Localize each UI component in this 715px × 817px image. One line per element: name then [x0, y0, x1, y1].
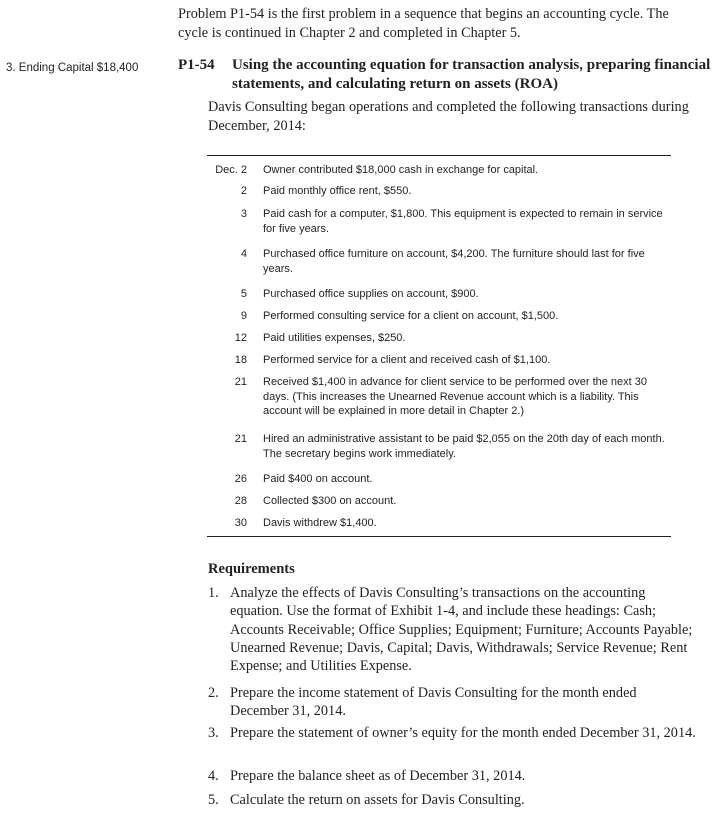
transaction-description: Paid cash for a computer, $1,800. This equipment is expected to remain in service for five years. [263, 208, 663, 235]
transaction-description: Collected $300 on account. [263, 495, 397, 507]
transaction-description: Received $1,400 in advance for client service to be performed over the next 30 days. (This increases the Unearned Revenue account which is a liability. This account will be explained in more detail in Chapter 2.) [263, 376, 648, 418]
transaction-date: 4 [240, 248, 247, 260]
transaction-description: Performed consulting service for a client on account, $1,500. [263, 310, 559, 322]
transaction-date: 30 [234, 517, 247, 529]
table-top-rule [207, 155, 671, 156]
transaction-date: 12 [234, 332, 247, 344]
transaction-date: 26 [234, 473, 247, 485]
transaction-description: Paid $400 on account. [263, 473, 373, 485]
transaction-description: Performed service for a client and received cash of $1,100. [263, 354, 551, 366]
requirement-text: Prepare the income statement of Davis Consulting for the month ended December 31, 2014. [230, 685, 637, 720]
transaction-description: Purchased office furniture on account, $4,200. The furniture should last for five years. [263, 248, 645, 275]
intro-text: Problem P1-54 is the first problem in a sequence that begins an accounting cycle. The cycle is continued in Chapter 2 and completed in Chapter 5. [178, 6, 669, 41]
transaction-date: 5 [240, 288, 247, 300]
requirement-number: 4. [208, 768, 219, 784]
table-bottom-rule [207, 536, 671, 537]
problem-number: P1-54 [178, 57, 215, 73]
requirement-text: Prepare the statement of owner’s equity for the month ended December 31, 2014. [230, 725, 696, 741]
transaction-description: Hired an administrative assistant to be paid $2,055 on the 20th day of each month. The secretary begins work immediately. [263, 433, 665, 460]
requirement-number: 5. [208, 792, 219, 808]
requirement-text: Analyze the effects of Davis Consulting’s transactions on the accounting equation. Use the format of Exhibit 1-4, and include these headings: Cash; Accounts Receivable; Office Supplies; Equipment; Furniture; Accounts Payable; Unearned Revenue; Davis, Capital; Davis, Withdrawals; Service Revenue; Rent Expense; and Utilities Expense. [230, 585, 693, 675]
requirement-number: 1. [208, 585, 219, 601]
requirement-text: Prepare the balance sheet as of December 31, 2014. [230, 768, 526, 784]
requirements-heading: Requirements [208, 561, 295, 577]
problem-lead-text: Davis Consulting began operations and completed the following transactions during December, 2014: [208, 99, 689, 134]
transaction-date: Dec. 2 [215, 164, 247, 176]
transaction-description: Paid utilities expenses, $250. [263, 332, 406, 344]
requirement-text: Calculate the return on assets for Davis Consulting. [230, 792, 525, 808]
requirement-number: 2. [208, 685, 219, 701]
transaction-date: 2 [240, 185, 247, 197]
transaction-date: 28 [234, 495, 247, 507]
margin-answer-note: 3. Ending Capital $18,400 [6, 62, 139, 74]
transaction-description: Paid monthly office rent, $550. [263, 185, 412, 197]
problem-title-text: Using the accounting equation for transaction analysis, preparing financial statements, and calculating return on assets (ROA) [232, 57, 711, 92]
transaction-description: Owner contributed $18,000 cash in exchange for capital. [263, 164, 539, 176]
transaction-date: 9 [240, 310, 247, 322]
transaction-description: Davis withdrew $1,400. [263, 517, 377, 529]
transaction-date: 18 [234, 354, 247, 366]
requirement-number: 3. [208, 725, 219, 741]
transaction-description: Purchased office supplies on account, $900. [263, 288, 479, 300]
transaction-date: 21 [234, 433, 247, 445]
transaction-date: 3 [240, 208, 247, 220]
transaction-date: 21 [234, 376, 247, 388]
